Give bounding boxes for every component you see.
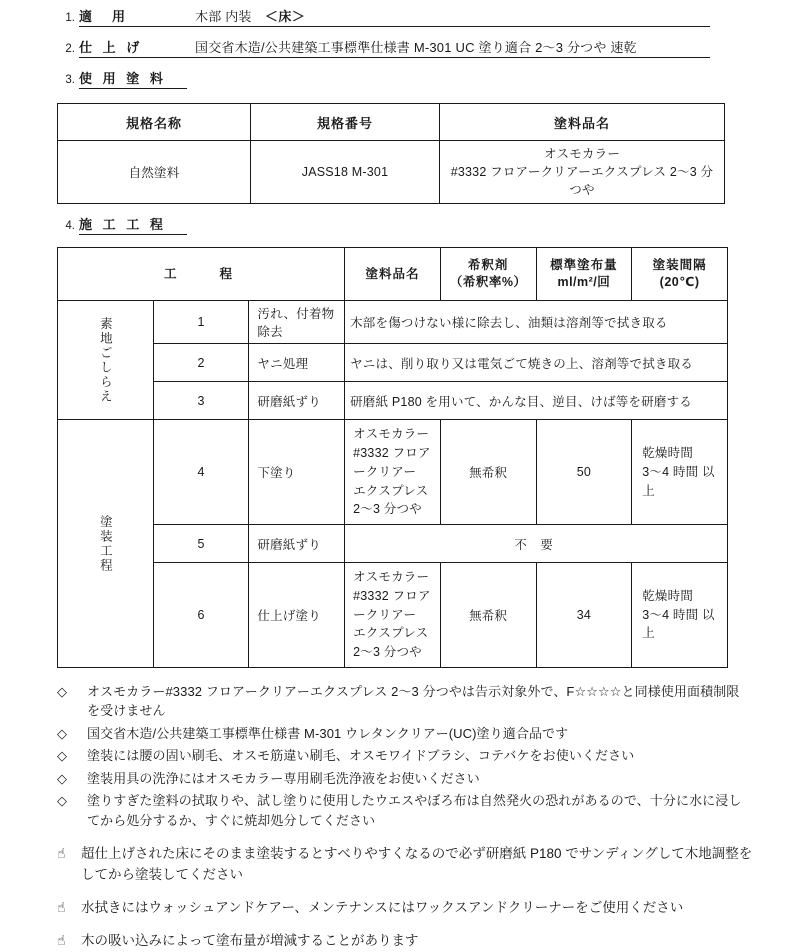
row-4-product-line1: オスモカラー: [353, 427, 430, 442]
paint-spec-table: [57, 103, 725, 204]
row-5-no: 5: [153, 525, 249, 563]
diamond-bullet-icon: ◇: [57, 793, 68, 809]
row-6-interval-line1: 乾燥時間: [642, 588, 694, 603]
hand-note-text: 水拭きにはウォッシュアンドケアー、メンテナンスにはワックスアンドクリーナーをご使用ください: [81, 900, 684, 916]
section-4-number: 4.: [65, 220, 75, 233]
section-3-label: 使 用 塗 料: [79, 70, 187, 89]
row-6-interval-line2: 3〜4 時間 以上: [642, 607, 715, 641]
diamond-bullet-icon: ◇: [57, 748, 68, 764]
header-standard-name: 規格名称: [58, 104, 251, 141]
row-2-description: ヤニは、削り取り又は電気ごて焼きの上、溶剤等で拭き取る: [345, 344, 728, 382]
row-4-interval: [632, 420, 728, 525]
pointing-hand-icon: ☝: [57, 932, 66, 949]
section-1-value: [187, 8, 710, 27]
note-text: 塗りすぎた塗料の拭取りや、試し塗りに使用したウエスやぼろ布は自然発火の恐れがあるので、十分に水に浸してから処分するか、すぐに焼却処分してください: [87, 793, 742, 828]
section-1-applicability: [57, 8, 786, 27]
product-line-1: オスモカラー: [543, 147, 621, 161]
row-6-amount: 34: [536, 563, 632, 668]
row-4-step: 下塗り: [249, 420, 345, 525]
diamond-bullet-icon: ◇: [57, 683, 68, 699]
section-2-finish: [57, 39, 786, 58]
section-1-number: 1.: [65, 12, 75, 24]
header-amount: [536, 248, 632, 301]
process-row-4: [58, 420, 728, 525]
note-text: 国交省木造/公共建築工事標準仕様書 M-301 ウレタンクリアー(UC)塗り適合品です: [87, 725, 569, 741]
section-2-label: 仕 上 げ: [79, 39, 187, 58]
section-1-label: 適 用: [79, 8, 187, 27]
row-4-amount: 50: [536, 420, 632, 525]
section-4-label: 施 工 工 程: [79, 216, 187, 235]
row-1-no: 1: [153, 301, 249, 344]
section-4-process: [57, 216, 786, 235]
row-2-no: 2: [153, 344, 249, 382]
hand-note-item: [57, 931, 757, 952]
paint-spec-data-row: [58, 141, 725, 204]
diamond-bullet-icon: ◇: [57, 725, 68, 741]
header-diluent: [440, 248, 536, 301]
row-3-description: 研磨紙 P180 を用いて、かんな目、逆目、けば等を研磨する: [345, 382, 728, 420]
section-3-paint-used: [57, 70, 786, 89]
section-2-number: 2.: [65, 43, 75, 55]
row-4-no: 4: [153, 420, 249, 525]
process-header-row: [58, 248, 728, 301]
row-6-step: 仕上げ塗り: [249, 563, 345, 668]
note-item: [57, 724, 747, 744]
process-row-3: [58, 382, 728, 420]
row-2-step: ヤニ処理: [249, 344, 345, 382]
header-amount-line1: 標準塗布量: [550, 257, 618, 272]
header-amount-line2: ml/m²/回: [557, 275, 611, 290]
process-row-5: [58, 525, 728, 563]
pointing-hand-icon: ☝: [57, 845, 66, 862]
row-6-product-line1: オスモカラー: [353, 570, 430, 585]
row-4-interval-line2: 3〜4 時間 以上: [642, 464, 715, 498]
process-table: [57, 247, 728, 668]
row-6-interval: [632, 563, 728, 668]
header-diluent-line1: 希釈剤: [467, 257, 509, 272]
hand-note-text: 木の吸い込みによって塗布量が増減することがあります: [81, 933, 419, 949]
row-4-product-line2: #3332 フロアークリアー: [353, 446, 431, 479]
header-product: 塗料品名: [345, 248, 441, 301]
row-4-product: [345, 420, 441, 525]
header-process: 工 程: [58, 248, 345, 301]
note-item: [57, 791, 747, 830]
header-product-name: 塗料品名: [440, 104, 725, 141]
group-label-substrate: 素地ごしらえ: [58, 301, 154, 420]
section-1-value-text: 木部 内装: [195, 9, 265, 24]
pointing-hand-icon: ☝: [57, 899, 66, 916]
section-2-value: 国交省木造/公共建築工事標準仕様書 M-301 UC 塗り適合 2〜3 分つや 速乾: [187, 39, 710, 58]
diamond-bullet-icon: ◇: [57, 770, 68, 786]
row-4-diluent: 無希釈: [440, 420, 536, 525]
hand-note-item: [57, 844, 757, 886]
note-text: 塗装には腰の固い刷毛、オスモ筋違い刷毛、オスモワイドブラシ、コテバケをお使いください: [87, 748, 635, 764]
row-4-product-line3: エクスプレス 2〜3 分つや: [353, 483, 429, 517]
process-row-6: [58, 563, 728, 668]
hand-note-text: 超仕上げされた床にそのまま塗装するとすべりやすくなるので必ず研磨紙 P180 でサンディングして木地調整をしてから塗装してください: [81, 846, 753, 883]
row-5-unrequired: 不 要: [345, 525, 728, 563]
header-diluent-line2: （希釈率%）: [449, 275, 527, 290]
hand-note-item: [57, 898, 757, 919]
note-item: [57, 746, 747, 766]
section-1-value-bold: ＜床＞: [264, 9, 306, 24]
header-interval-line1: 塗装間隔: [652, 257, 707, 272]
group-label-painting: 塗装工程: [58, 420, 154, 668]
diamond-notes-list: [57, 682, 747, 831]
process-row-1: [58, 301, 728, 344]
row-6-product-line3: エクスプレス 2〜3 分つや: [353, 626, 429, 660]
header-interval: [632, 248, 728, 301]
row-5-step: 研磨紙ずり: [249, 525, 345, 563]
row-6-diluent: 無希釈: [440, 563, 536, 668]
row-4-interval-line1: 乾燥時間: [642, 446, 694, 461]
row-1-step: 汚れ、付着物除去: [249, 301, 345, 344]
note-text: オスモカラー#3332 フロアークリアーエクスプレス 2〜3 分つやは告示対象外で、F☆☆☆☆と同様使用面積制限を受けません: [87, 683, 740, 719]
note-text: 塗装用具の洗浄にはオスモカラー専用刷毛洗浄液をお使いください: [87, 770, 480, 786]
cell-standard-number: JASS18 M-301: [251, 141, 440, 204]
row-6-no: 6: [153, 563, 249, 668]
product-line-2: #3332 フロアークリアーエクスプレス 2〜3 分つや: [450, 165, 714, 198]
header-standard-number: 規格番号: [251, 104, 440, 141]
hand-notes-list: [57, 844, 757, 952]
row-3-no: 3: [153, 382, 249, 420]
cell-standard-name: 自然塗料: [58, 141, 251, 204]
paint-spec-header-row: [58, 104, 725, 141]
row-6-product: [345, 563, 441, 668]
row-3-step: 研磨紙ずり: [249, 382, 345, 420]
header-interval-line2: (20℃): [659, 275, 700, 290]
process-row-2: [58, 344, 728, 382]
cell-product-name: [440, 141, 725, 204]
section-3-number: 3.: [65, 74, 75, 86]
row-6-product-line2: #3332 フロアークリアー: [353, 588, 431, 622]
note-item: [57, 682, 747, 721]
note-item: [57, 769, 747, 789]
row-1-description: 木部を傷つけない様に除去し、油類は溶剤等で拭き取る: [345, 301, 728, 344]
